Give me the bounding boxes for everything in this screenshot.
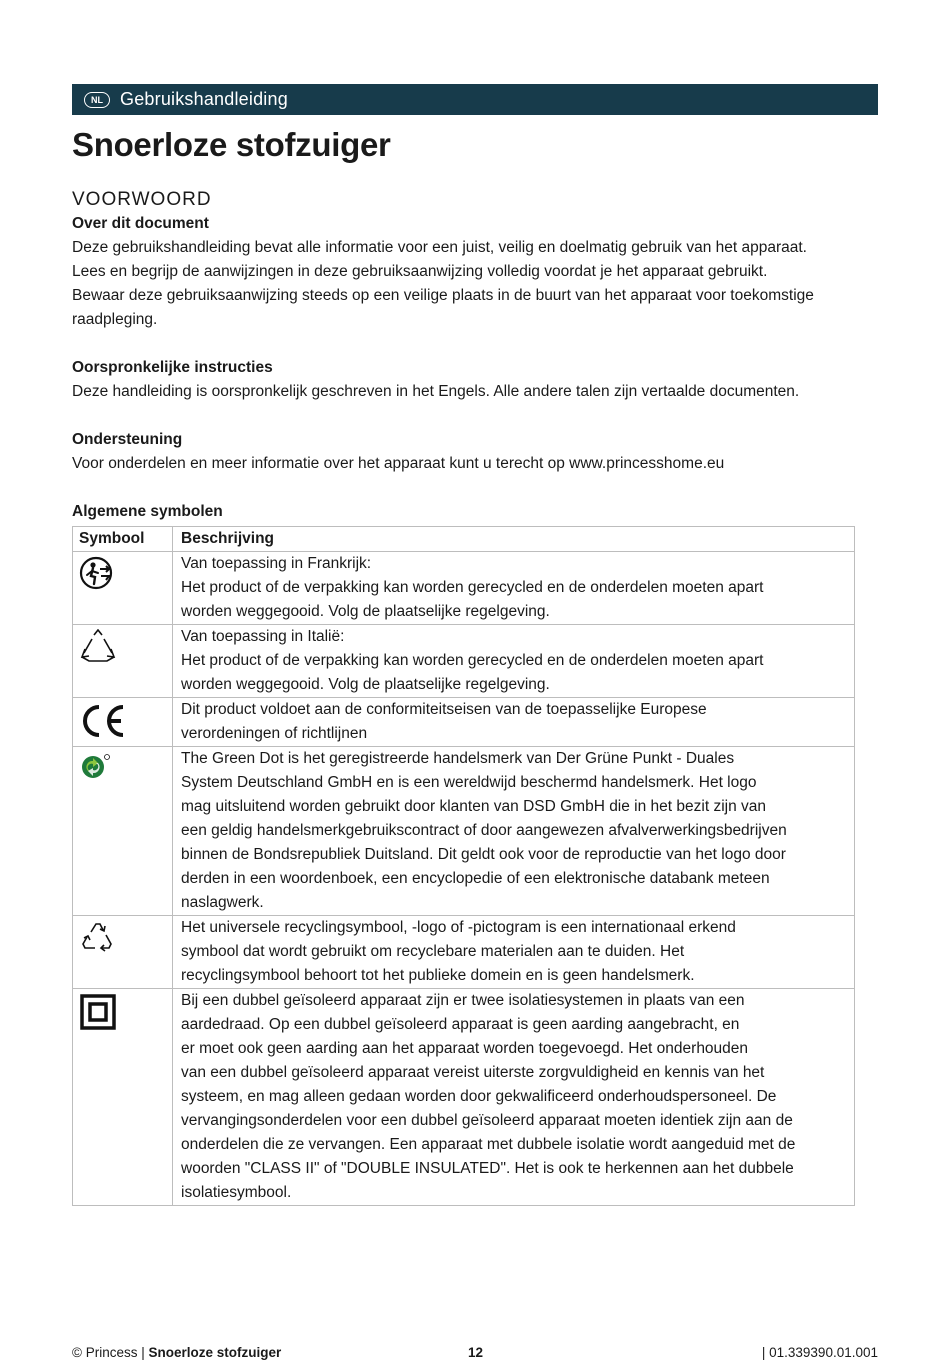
description-line: Van toepassing in Frankrijk: (181, 555, 372, 572)
recycle-triangle-icon (79, 629, 166, 665)
about-paragraph (72, 236, 882, 332)
description-line: worden weggegooid. Volg de plaatselijke regelgeving. (181, 603, 550, 620)
description-line: Dit product voldoet aan de conformiteitseisen van de toepasselijke Europese (181, 701, 707, 718)
about-line: Bewaar deze gebruiksaanwijzing steeds op een veilige plaats in de buurt van het apparaat voor toekomstige (72, 287, 814, 304)
document-title: Snoerloze stofzuiger (72, 126, 391, 163)
description-line: verordeningen of richtlijnen (181, 725, 368, 742)
description-line: Van toepassing in Italië: (181, 628, 345, 645)
main-content (72, 212, 882, 1206)
page-number: 12 (468, 1345, 484, 1360)
symbols-heading: Algemene symbolen (72, 503, 223, 520)
footer-code: | 01.339390.01.001 (761, 1345, 878, 1360)
symbol-cell (73, 747, 173, 916)
table-row (73, 747, 855, 916)
table-header-row (73, 527, 855, 552)
original-heading: Oorspronkelijke instructies (72, 359, 273, 376)
column-header-symbol: Symbool (73, 527, 173, 552)
description-cell (173, 916, 855, 989)
table-row (73, 625, 855, 698)
footer-product: Snoerloze stofzuiger (148, 1345, 282, 1360)
description-line: The Green Dot is het geregistreerde handelsmerk van Der Grüne Punkt - Duales (181, 750, 735, 767)
table-row (73, 916, 855, 989)
description-line: vervangingsonderdelen voor een dubbel geïsoleerd apparaat moeten identiek zijn aan de (181, 1112, 793, 1129)
support-heading: Ondersteuning (72, 431, 183, 448)
description-line: derden in een woordenboek, een encyclopedie of een elektronische databank meteen (181, 870, 770, 887)
symbol-cell (73, 989, 173, 1206)
description-line: Het product of de verpakking kan worden gerecycled en de onderdelen moeten apart (181, 579, 764, 596)
ce-mark-icon (79, 702, 166, 740)
description-cell (173, 625, 855, 698)
table-row (73, 552, 855, 625)
symbol-cell (73, 625, 173, 698)
page-footer (72, 1345, 878, 1365)
description-cell (173, 989, 855, 1206)
description-cell (173, 747, 855, 916)
table-row (73, 698, 855, 747)
description-line: System Deutschland GmbH en is een wereldwijd beschermd handelsmerk. Het logo (181, 774, 757, 791)
symbol-cell (73, 552, 173, 625)
description-line: een geldig handelsmerkgebruikscontract of door aangewezen afvalverwerkingsbedrijven (181, 822, 787, 839)
description-line: recyclingsymbool behoort tot het publieke domein en is geen handelsmerk. (181, 967, 695, 984)
description-line: van een dubbel geïsoleerd apparaat vereist uiterste zorgvuldigheid en kennis van het (181, 1064, 765, 1081)
description-line: Het product of de verpakking kan worden gerecycled en de onderdelen moeten apart (181, 652, 764, 669)
about-line: raadpleging. (72, 311, 158, 328)
description-cell (173, 698, 855, 747)
description-line: naslagwerk. (181, 894, 264, 911)
column-header-description: Beschrijving (173, 527, 855, 552)
language-badge: NL (84, 92, 110, 108)
description-line: onderdelen die ze vervangen. Een apparaat met dubbele isolatie wordt aangeduid met de (181, 1136, 796, 1153)
table-row (73, 989, 855, 1206)
support-paragraph: Voor onderdelen en meer informatie over het apparaat kunt u terecht op www.princesshome.eu (72, 455, 725, 472)
section-heading: VOORWOORD (72, 189, 212, 210)
about-line: Lees en begrijp de aanwijzingen in deze gebruiksaanwijzing volledig voordat je het apparaat gebruikt. (72, 263, 768, 280)
green-dot-icon (79, 751, 166, 781)
description-line: woorden "CLASS II" of "DOUBLE INSULATED". Het is ook te herkennen aan het dubbele (181, 1160, 794, 1177)
double-insulated-icon (79, 993, 166, 1031)
triman-icon (79, 556, 166, 590)
description-line: binnen de Bondsrepubliek Duitsland. Dit geldt ook voor de reproductie van het logo door (181, 846, 786, 863)
description-cell (173, 552, 855, 625)
description-line: Bij een dubbel geïsoleerd apparaat zijn er twee isolatiesystemen in plaats van een (181, 992, 745, 1009)
universal-recycling-icon (79, 920, 166, 954)
footer-left (72, 1345, 281, 1360)
symbol-cell (73, 698, 173, 747)
footer-brand: © Princess | (72, 1345, 145, 1360)
description-line: er moet ook geen aarding aan het apparaat worden toegevoegd. Het onderhouden (181, 1040, 749, 1057)
description-line: Het universele recyclingsymbool, -logo of -pictogram is een internationaal erkend (181, 919, 736, 936)
description-line: isolatiesymbool. (181, 1184, 292, 1201)
about-heading: Over dit document (72, 215, 209, 232)
about-line: Deze gebruikshandleiding bevat alle informatie voor een juist, veilig en doelmatig gebruik van het apparaat. (72, 239, 807, 256)
description-line: symbool dat wordt gebruikt om recyclebare materialen aan te duiden. Het (181, 943, 685, 960)
description-line: systeem, en mag alleen gedaan worden door gekwalificeerd onderhoudspersoneel. De (181, 1088, 777, 1105)
description-line: worden weggegooid. Volg de plaatselijke regelgeving. (181, 676, 550, 693)
header-bar (72, 84, 878, 115)
description-line: aardedraad. Op een dubbel geïsoleerd apparaat is geen aarding aangebracht, en (181, 1016, 740, 1033)
description-line: mag uitsluitend worden gebruikt door klanten van DSD GmbH die in het bezit zijn van (181, 798, 767, 815)
header-title: Gebruikshandleiding (120, 89, 288, 109)
original-paragraph: Deze handleiding is oorspronkelijk geschreven in het Engels. Alle andere talen zijn vertaalde documenten. (72, 383, 800, 400)
symbol-cell (73, 916, 173, 989)
symbols-table (72, 526, 855, 1206)
